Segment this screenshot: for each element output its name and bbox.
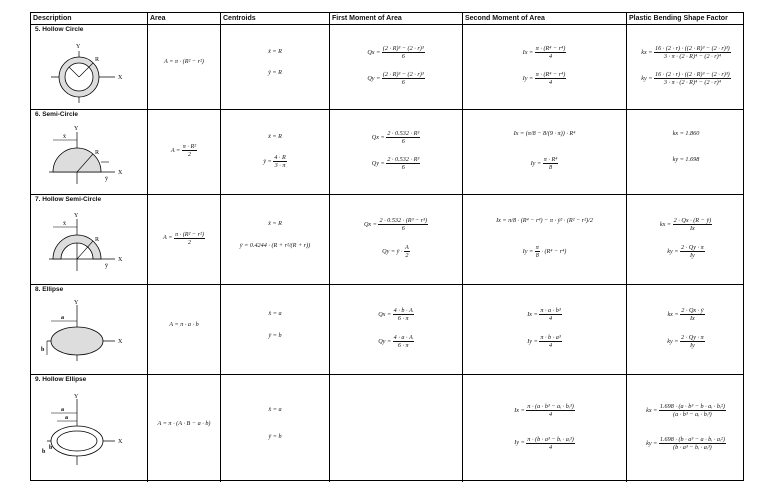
first-moment-line-2: Qy = ȳ · $\frac{A}{2}$ [382,243,409,259]
shape-title: 6. Semi-Circle [35,111,78,118]
area-cell [148,25,221,109]
svg-text:b: b [42,449,46,455]
shape-factor-line-1: kx = $\frac{\text{1.698 · (a · b³ − b · aᵢ · bᵢ²)}}{\text{(a · b³ − aᵢ · bᵢ³)}}$ [646,403,725,419]
shape-factor-line-2: ky = 1.698 [672,155,700,163]
svg-text:Y: Y [74,394,79,400]
centroid-y: ȳ = 0.4244 · (R + r²/(R + r)) [239,242,311,250]
svg-text:a: a [61,315,64,321]
description-cell [31,110,148,194]
header-shape-factor: Plastic Bending Shape Factor [629,15,728,22]
fig-label-r: R [95,57,100,63]
header-area: Area [148,13,221,24]
shape-factor-line-1: kx = 1.860 [672,130,700,138]
svg-text:a: a [65,415,68,421]
shape-diagram [39,297,129,372]
centroid-x: x̄ = a [268,406,282,414]
table-row [31,285,743,375]
area-formula: A = π · a · b [169,320,199,328]
area-formula: A = π · (R² − r²) [164,58,204,65]
centroid-y: ȳ = R [268,69,282,77]
area-cell [148,195,221,284]
first-moment-line-1: Qx = $\frac{\text{2 · 0.532 · R³}}{6}$ [371,130,420,146]
first-moment-line-1: Qx = $\frac{\text{(2 · R)³ − (2 · r)³}}{6}$ [367,45,424,61]
second-moment-line-1: Ix = $\frac{\text{π · (R⁴ − r⁴)}}{4}$ [522,45,566,61]
shape-diagram [39,122,129,197]
centroid-x: x̄ = R [268,220,282,228]
header-first-moment: First Moment of Area [330,13,463,24]
shape-factor-cell [627,25,745,109]
second-moment-cell [463,195,627,284]
shape-factor-line-2: ky = $\frac{2 \cdot Qy \cdot \pi}{Iy}$ [667,333,704,349]
description-cell [31,25,148,109]
svg-text:x̄: x̄ [63,221,66,227]
second-moment-line-1: Ix = (π/8 − 8/(9 · π)) · R⁴ [513,130,576,138]
second-moment-cell [463,375,627,482]
first-moment-line-1: Qx = $\frac{4 \cdot b \cdot A}{6 \cdot \pi}$ [378,307,413,323]
table-row [31,25,743,110]
second-moment-line-2: Iy = $\frac{\text{π · (R⁴ − r⁴)}}{4}$ [522,70,566,86]
area-cell [148,110,221,194]
svg-text:x̄: x̄ [63,134,66,140]
svg-text:X: X [118,339,123,345]
table-row [31,375,743,482]
second-moment-line-2: Iy = $\frac{\text{π · R⁴}}{8}$ [530,155,558,171]
second-moment-cell [463,285,627,374]
centroid-x: x̄ = a [268,310,282,318]
centroid-y: ȳ = $\frac{4 \cdot R}{3 \cdot \pi}$ [263,154,286,170]
centroid-x: x̄ = R [268,133,282,141]
centroid-cell [221,110,330,194]
area-formula: A = $\frac{\text{π · (R² − r²)}}{2}$ [163,230,204,246]
svg-text:ȳ: ȳ [105,263,108,269]
shape-factor-cell [627,375,745,482]
centroid-cell [221,375,330,482]
header-centroids: Centroids [221,13,330,24]
area-formula: A = $\frac{\text{π · R²}}{2}$ [170,143,197,158]
shape-factor-cell [627,285,745,374]
svg-text:b: b [41,347,45,353]
first-moment-cell [330,285,463,374]
svg-text:R: R [95,237,100,243]
shape-factor-line-1: kx = $\frac{\text{16 · (2 · r) · ((2 · R)³ − (2 · r)³)}}{\text{3 · π · (2 · R)⁴ − (2 · r)⁴}}$ [641,45,730,61]
first-moment-line-2: Qy = $\frac{\text{2 · 0.532 · R³}}{6}$ [371,155,420,171]
centroid-x: x̄ = R [268,48,282,56]
shape-factor-line-2: ky = $\frac{2 \cdot Qy \cdot \pi}{Iy}$ [667,243,704,259]
area-cell [148,285,221,374]
table-row [31,195,743,285]
second-moment-line-1: Ix = $\frac{\text{π · a · b³}}{4}$ [527,307,561,323]
first-moment-cell [330,375,463,482]
shape-title: 9. Hollow Ellipse [35,376,87,383]
first-moment-cell [330,25,463,109]
first-moment-line-1: Qx = $\frac{\text{2 · 0.532 · (R³ − r³)}}{6}$ [363,217,428,233]
centroid-y: ȳ = b [268,433,282,441]
second-moment-line-2: Iy = $\frac{\text{π · (b · a³ − bᵢ · aᵢ³)}}{4}$ [514,435,574,451]
shape-factor-cell [627,110,745,194]
header-second-moment: Second Moment of Area [463,13,627,24]
header-description: Description [31,13,148,24]
description-cell [31,195,148,284]
first-moment-cell [330,110,463,194]
area-formula: A = π · (A · B − a · b) [157,419,211,427]
properties-table [30,12,744,481]
svg-text:ȳ: ȳ [105,176,108,182]
second-moment-cell [463,110,627,194]
fig-label-x: X [118,75,123,81]
centroid-cell [221,25,330,109]
shape-factor-line-2: ky = $\frac{\text{16 · (2 · r) · ((2 · R)³ − (2 · r)³)}}{\text{3 · π · (2 · R)⁴ − (2 · r)⁴}}$ [641,70,730,86]
svg-text:X: X [118,257,123,263]
svg-text:Y: Y [74,300,79,306]
shape-title: 7. Hollow Semi-Circle [35,196,102,203]
shape-factor-line-2: ky = $\frac{\text{1.698 · (b · a³ − a · bᵢ · aᵢ²)}}{\text{(b · a³ − bᵢ · aᵢ³)}}$ [646,435,725,451]
svg-text:X: X [118,439,123,445]
description-cell [31,285,148,374]
shape-diagram [39,391,129,476]
second-moment-line-1: Ix = $\frac{\text{π · (a · b³ − aᵢ · bᵢ³)}}{4}$ [514,403,574,419]
shape-title: 5. Hollow Circle [35,26,84,33]
first-moment-line-2: Qy = $\frac{4 \cdot a \cdot A}{6 \cdot \pi}$ [378,333,413,349]
fig-label-y: Y [76,44,81,50]
second-moment-line-1: Ix = π/8 · (R⁴ − r⁴) − π · ȳ² · (R² − r²)/2 [496,217,593,225]
shape-title: 8. Ellipse [35,286,64,293]
svg-text:a: a [61,407,64,413]
table-row [31,110,743,195]
svg-text:Y: Y [74,213,79,219]
shape-factor-line-1: kx = $\frac{2 \cdot Qx \cdot ȳ}{Ix}$ [667,307,704,323]
first-moment-line-2: Qy = $\frac{\text{(2 · R)³ − (2 · r)³}}{6}$ [367,70,424,86]
svg-text:R: R [95,150,100,156]
shape-factor-cell [627,195,745,284]
table-header [31,13,743,25]
second-moment-line-2: Iy = $\frac{\text{π · b · a³}}{4}$ [527,333,561,349]
description-cell [31,375,148,482]
area-cell [148,375,221,482]
second-moment-cell [463,25,627,109]
shape-diagram [39,207,129,282]
centroid-cell [221,285,330,374]
shape-diagram [39,37,129,112]
first-moment-cell [330,195,463,284]
svg-text:X: X [118,170,123,176]
second-moment-line-2: Iy = $\frac{\pi}{8}$ · (R⁴ − r⁴) [522,243,567,259]
svg-text:b: b [49,445,53,451]
shape-factor-line-1: kx = $\frac{2 \cdot Qx \cdot (R - ȳ)}{Ix}$ [659,217,712,233]
svg-text:Y: Y [74,126,79,132]
centroid-y: ȳ = b [268,332,282,340]
centroid-cell [221,195,330,284]
